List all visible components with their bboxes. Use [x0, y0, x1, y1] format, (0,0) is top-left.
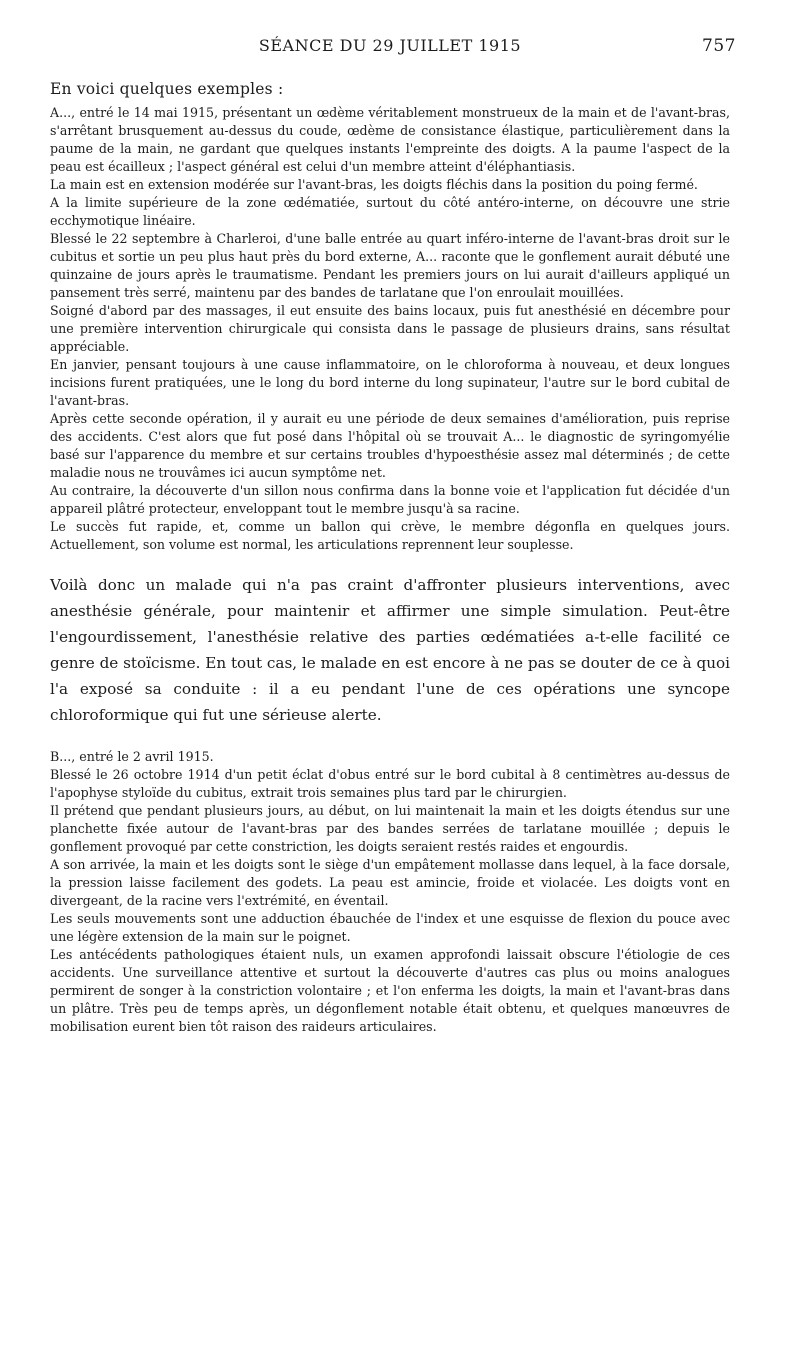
- paragraph: La main est en extension modérée sur l'avant-bras, les doigts fléchis dans la position du poing fermé.: [50, 177, 698, 192]
- commentary-section: [50, 572, 730, 728]
- commentary-paragraph: Voilà donc un malade qui n'a pas craint d'affronter plusieurs interventions, avec anesthésie générale, pour maintenir et affirmer une simple simulation. Peut-être l'engourdissement, l'anesthésie relative des parties œdématiées a-t-elle facilité ce genre de stoïcisme. En tout cas, le malade en est encore à ne pas se douter de ce à quoi l'a exposé sa conduite : il a eu pendant l'une de ces opérations une syncope chloroformique qui fut une sérieuse alerte.: [50, 576, 730, 724]
- page-number: 757: [702, 36, 736, 56]
- paragraph: Au contraire, la découverte d'un sillon nous confirma dans la bonne voie et l'application fut décidée d'un appareil plâtré protecteur, enveloppant tout le membre jusqu'à sa racine.: [50, 483, 730, 516]
- paragraph: Il prétend que pendant plusieurs jours, au début, on lui maintenait la main et les doigts étendus sur une planchette fixée autour de l'avant-bras par des bandes serrées de tarlatane mouillée ; depuis le gonflement provoqué par cette constriction, les doigts seraient restés raides et engourdis.: [50, 803, 730, 854]
- document-page: [50, 36, 736, 1036]
- paragraph: A la limite supérieure de la zone œdématiée, surtout du côté antéro-interne, on découvre une strie ecchymotique linéaire.: [50, 195, 730, 228]
- intro-line: En voici quelques exemples :: [50, 80, 284, 98]
- page-title: SÉANCE DU 29 JUILLET 1915: [258, 36, 522, 55]
- paragraph: A..., entré le 14 mai 1915, présentant un œdème véritablement monstrueux de la main et de l'avant-bras, s'arrêtant brusquement au-dessus du coude, œdème de consistance élastique, particulièrement dans la paume de la main, ne gardant que quelques instants l'empreinte des doigts. A la paume l'aspect de la peau est écailleux ; l'aspect général est celui d'un membre atteint d'éléphantiasis.: [50, 105, 730, 174]
- paragraph: A son arrivée, la main et les doigts sont le siège d'un empâtement mollasse dans lequel, à la face dorsale, la pression laisse facilement des godets. La peau est amincie, froide et violacée. Les doigts vont en divergeant, de la racine vers l'extrémité, en éventail.: [50, 857, 730, 908]
- case-a-section: [50, 104, 730, 554]
- paragraph: Blessé le 26 octobre 1914 d'un petit éclat d'obus entré sur le bord cubital à 8 centimètres au-dessus de l'apophyse styloïde du cubitus, extrait trois semaines plus tard par le chirurgien.: [50, 767, 730, 800]
- running-header: [50, 36, 736, 62]
- paragraph: Le succès fut rapide, et, comme un ballon qui crève, le membre dégonfla en quelques jours. Actuellement, son volume est normal, les articulations reprennent leur souplesse.: [50, 519, 730, 552]
- paragraph: Après cette seconde opération, il y aurait eu une période de deux semaines d'amélioration, puis reprise des accidents. C'est alors que fut posé dans l'hôpital où se trouvait A... le diagnostic de syringomyélie basé sur l'apparence du membre et sur certains troubles d'hypoesthésie assez mal déterminés ; de cette maladie nous ne trouvâmes ici aucun symptôme net.: [50, 411, 730, 480]
- paragraph: Soigné d'abord par des massages, il eut ensuite des bains locaux, puis fut anesthésié en décembre pour une première intervention chirurgicale qui consista dans le passage de plusieurs drains, sans résultat appréciable.: [50, 303, 730, 354]
- paragraph: En janvier, pensant toujours à une cause inflammatoire, on le chloroforma à nouveau, et deux longues incisions furent pratiquées, une le long du bord interne du long supinateur, l'autre sur le bord cubital de l'avant-bras.: [50, 357, 730, 408]
- paragraph: Les seuls mouvements sont une adduction ébauchée de l'index et une esquisse de flexion du pouce avec une légère extension de la main sur le poignet.: [50, 911, 730, 944]
- paragraph: B..., entré le 2 avril 1915.: [50, 749, 214, 764]
- case-b-section: [50, 748, 730, 1036]
- paragraph: Les antécédents pathologiques étaient nuls, un examen approfondi laissait obscure l'étiologie de ces accidents. Une surveillance attentive et surtout la découverte d'autres cas plus ou moins analogues permirent de songer à la constriction volontaire ; et l'on enferma les doigts, la main et l'avant-bras dans un plâtre. Très peu de temps après, un dégonflement notable était obtenu, et quelques manœuvres de mobilisation eurent bien tôt raison des raideurs articulaires.: [50, 947, 730, 1034]
- paragraph: Blessé le 22 septembre à Charleroi, d'une balle entrée au quart inféro-interne de l'avant-bras droit sur le cubitus et sortie un peu plus haut près du bord externe, A... raconte que le gonflement aurait débuté une quinzaine de jours après le traumatisme. Pendant les premiers jours on lui aurait d'ailleurs appliqué un pansement très serré, maintenu par des bandes de tarlatane que l'on enroulait mouillées.: [50, 231, 730, 300]
